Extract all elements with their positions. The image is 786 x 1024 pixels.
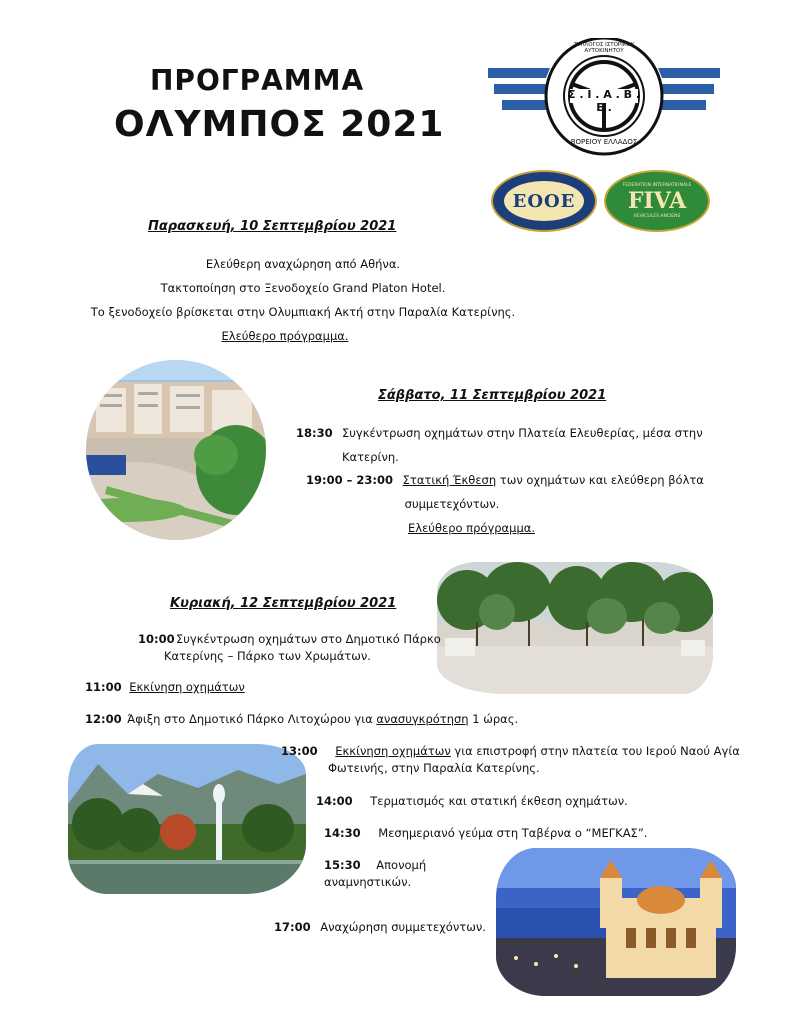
- day3-event-7-text: Απονομή: [376, 858, 427, 872]
- fiva-logo: [604, 170, 710, 232]
- day3-time-8: 17:00: [274, 920, 311, 934]
- event-title: ΟΛΥΜΠΟΣ 2021: [114, 104, 445, 145]
- day3-event-2: [85, 680, 245, 694]
- day3-event-7-cont: αναμνηστικών.: [324, 875, 412, 889]
- day1-line-3: Το ξενοδοχείο βρίσκεται στην Ολυμπιακή Ακτή στην Παραλία Κατερίνης.: [90, 305, 516, 319]
- day3-event-3-text2: 1 ώρας.: [468, 712, 519, 726]
- day3-time-5: 14:00: [316, 794, 353, 808]
- day3-vehicle-start-1: Εκκίνηση οχημάτων: [129, 680, 245, 694]
- day1-line-2: Τακτοποίηση στο Ξενοδοχείο Grand Platon Hotel.: [160, 281, 446, 295]
- day3-time-1: 10:00: [138, 632, 175, 646]
- day3-event-5: [316, 794, 628, 808]
- club-logo-ring-bottom: ΒΟΡΕΙΟΥ ΕΛΛΑΔΟΣ: [570, 138, 638, 146]
- day2-event-2-cont: συμμετεχόντων.: [404, 497, 500, 511]
- day2-time-1: 18:30: [296, 426, 333, 440]
- day1-title: Παρασκευή, 10 Σεπτεμβρίου 2021: [148, 219, 397, 234]
- fiva-bottom-text: VEHICULES ANCIENS: [633, 214, 681, 219]
- club-logo-letters: Σ . Ι . Α . Β . Ε .: [567, 88, 641, 114]
- day2-time-2: 19:00 – 23:00: [306, 473, 393, 487]
- litochoro-park-photo: [68, 744, 306, 894]
- day3-time-6: 14:30: [324, 826, 361, 840]
- day3-regroup-link: ανασυγκρότηση: [376, 712, 469, 726]
- eooe-logo: [491, 170, 597, 232]
- day3-event-4-text: για επιστροφή στην πλατεία του Ιερού Ναού Αγία: [450, 744, 740, 758]
- day2-free-program: Ελεύθερο πρόγραμμα.: [408, 521, 535, 535]
- day3-event-1-cont: Κατερίνης – Πάρκο των Χρωμάτων.: [164, 649, 371, 663]
- club-logo: [488, 38, 720, 162]
- day3-event-4-cont: Φωτεινής, στην Παραλία Κατερίνης.: [328, 761, 540, 775]
- day2-event-2-text: των οχημάτων και ελεύθερη βόλτα: [496, 473, 704, 487]
- katerini-park-photo: [437, 562, 713, 694]
- day3-time-3: 12:00: [85, 712, 122, 726]
- day3-time-4: 13:00: [281, 744, 318, 758]
- day1-line-1: Ελεύθερη αναχώρηση από Αθήνα.: [205, 257, 401, 271]
- day3-event-5-text: Τερματισμός και στατική έκθεση οχημάτων.: [370, 794, 628, 808]
- day3-event-1: Συγκέντρωση οχημάτων στο Δημοτικό Πάρκο: [176, 632, 441, 646]
- fiva-text: FIVA: [627, 188, 687, 214]
- day2-title: Σάββατο, 11 Σεπτεμβρίου 2021: [378, 388, 607, 403]
- day3-time-7: 15:30: [324, 858, 361, 872]
- day3-title: Κυριακή, 12 Σεπτεμβρίου 2021: [170, 596, 397, 611]
- agia-fotini-church-photo: [496, 848, 736, 996]
- day3-event-8-text: Αναχώρηση συμμετεχόντων.: [320, 920, 486, 934]
- day2-event-1: Συγκέντρωση οχημάτων στην Πλατεία Ελευθερίας, μέσα στην: [342, 426, 703, 440]
- day2-event-1-cont: Κατερίνη.: [342, 450, 399, 464]
- day3-event-3-text: Άφιξη στο Δημοτικό Πάρκο Λιτοχώρου για: [127, 712, 377, 726]
- day3-event-8: [274, 920, 486, 934]
- day1-free-program: Ελεύθερο πρόγραμμα.: [221, 329, 349, 343]
- day3-vehicle-start-2: Εκκίνηση οχημάτων: [335, 744, 451, 758]
- day3-time-2: 11:00: [85, 680, 122, 694]
- day2-static-exhibition: Στατική Έκθεση: [402, 473, 497, 487]
- day2-event-2: [306, 473, 704, 487]
- day3-event-6-text: Μεσημεριανό γεύμα στη Ταβέρνα ο “ΜΕΓΚΑΣ”.: [378, 826, 648, 840]
- eooe-text: ΕΟΟΕ: [512, 190, 576, 212]
- katerini-square-photo: [86, 360, 266, 540]
- program-title: ΠΡΟΓΡΑΜΜΑ: [150, 64, 365, 97]
- day3-event-7: [324, 858, 426, 872]
- day3-event-6: [324, 826, 647, 840]
- day3-event-3: [85, 712, 518, 726]
- fiva-top-text: FEDERATION INTERNATIONALE: [622, 183, 692, 188]
- club-logo-ring-top: ΣΥΛΛΟΓΟΣ ΙΣΤΟΡΙΚΟΥ ΑΥΤΟΚΙΝΗΤΟΥ: [573, 42, 635, 54]
- day3-event-4: [281, 744, 740, 758]
